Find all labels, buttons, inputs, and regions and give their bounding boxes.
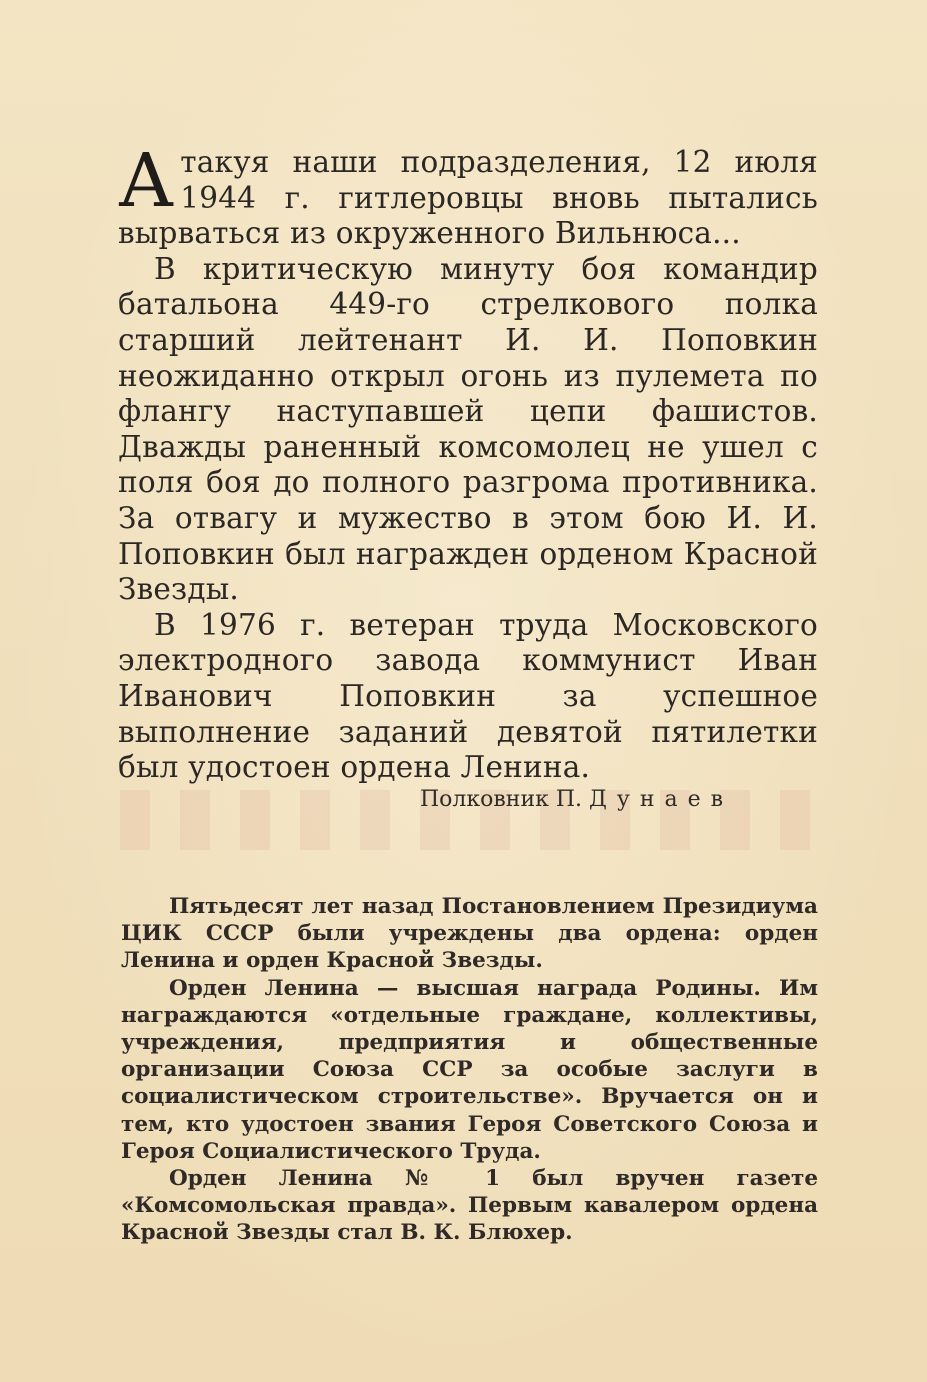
article-paragraph-3: В 1976 г. ветеран труда Московского электродного завода коммунист Иван Иванович Поповкин за успешное выполнение заданий девятой пятилетки был удостоен ордена Ленина. [118,607,818,785]
author-signature [420,785,820,815]
signature-name: Дунаев [589,787,734,812]
article-body [118,138,818,786]
signature-rank: Полковник П. [420,787,583,812]
article-paragraph-1-text: такуя наши подразделения, 12 июля 1944 г. гитлеровцы вновь пытались вырваться из окруженного Вильнюса... [118,145,818,251]
drop-cap: А [118,138,175,224]
historical-note [121,893,818,1247]
article-paragraph-1 [118,138,818,252]
note-paragraph-3: Орден Ленина № 1 был вручен газете «Комсомольская правда». Первым кавалером ордена Красной Звезды стал В. К. Блюхер. [121,1166,818,1246]
article-paragraph-2: В критическую минуту боя командир батальона 449-го стрелкового полка старший лейтенант И. И. Поповкин неожиданно открыл огонь из пулемета по флангу наступавшей цепи фашистов. Дважды раненный комсомолец не ушел с поля боя до полного разгрома противника. За отвагу и мужество в этом бою И. И. Поповкин был награжден орденом Красной Звезды. [118,251,818,607]
note-paragraph-1: Пятьдесят лет назад Постановлением Президиума ЦИК СССР были учреждены два ордена: орден Ленина и орден Красной Звезды. [121,894,818,974]
note-paragraph-2: Орден Ленина — высшая награда Родины. Им награждаются «отдельные граждане, коллективы, учреждения, предприятия и общественные организации Союза ССР за особые заслуги в социалистическом строительстве». Вручается он и тем, кто удостоен звания Героя Советского Союза и Героя Социалистического Труда. [121,975,818,1164]
